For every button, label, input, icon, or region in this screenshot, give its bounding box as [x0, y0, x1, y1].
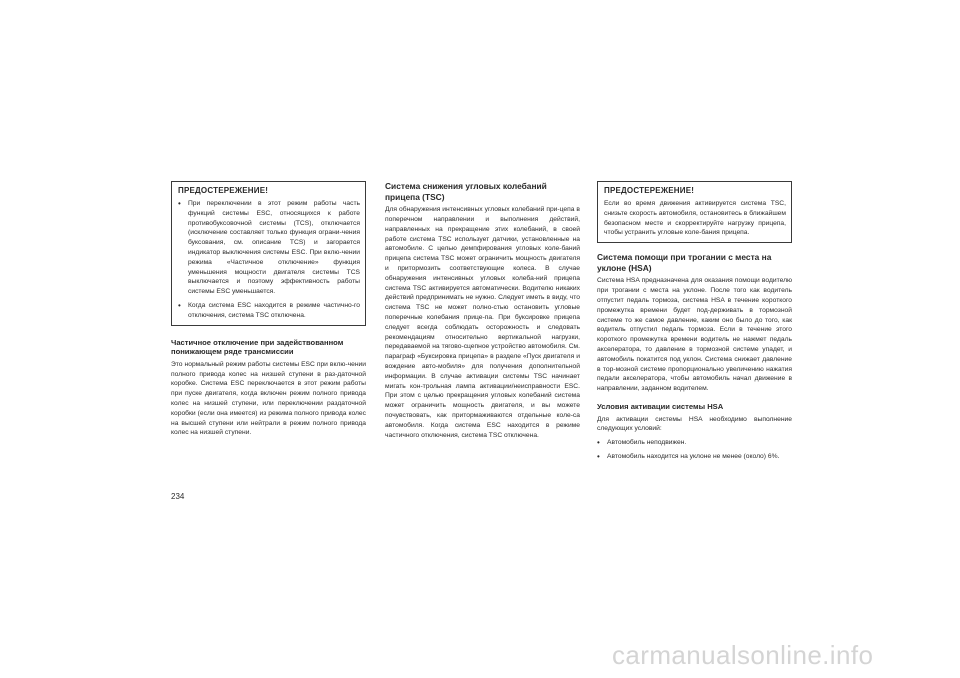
- warning-item-text: При переключении в этот режим работы часть функций системы ESC, относящихся к работе противобуксовочной системы (TCS), отключается (исключение составляет только функция ограни-чения буксования, см. описание TCS) и загорается индикатор выключения системы ESC. При вклю-чении режима «Частичное отключение» функция уменьшения мощности двигателя системы TCS выключается и поэтому эффективность работы системы ESC уменьшается.: [188, 200, 360, 296]
- condition-text: Автомобиль находится на уклоне не менее (около) 6%.: [607, 452, 780, 460]
- conditions-list-item: [597, 438, 792, 448]
- section-heading: Частичное отключение при задействованном понижающем ряде трансмиссии: [171, 337, 344, 357]
- warning-list: [178, 199, 360, 321]
- condition-text: Автомобиль неподвижен.: [607, 439, 687, 447]
- section-text: Система HSA предназначена для оказания помощи водителю при трогании с места на уклоне. После того как водитель отпустит педаль тормоза, система HSA в течение короткого промежутка времени будет под-держивать в тормозной системе то же самое давление, каким оно было до того, как водитель отпустил педаль тормоза. Если в течение этого короткого промежутка времени водитель не нажмет педаль акселератора, то давление в тормозной системе упадет, и автомобиль покатится под уклон. Система снижает давление в тор-мозной системе пропорционально увеличению нажатия педали акселератора, чтобы автомобиль начал движение в направлении, заданном водителем.: [597, 277, 792, 393]
- subsection-heading: Условия активации системы HSA: [597, 401, 724, 411]
- bullet-icon: •: [178, 300, 181, 310]
- section-heading: Система снижения угловых колебаний прицепа (TSC): [385, 181, 547, 202]
- bullet-icon: •: [178, 199, 181, 208]
- subsection-text: Для активации системы HSA необходимо выполнение следующих условий:: [597, 415, 792, 433]
- warning-box: [597, 181, 792, 243]
- section-heading: Система помощи при трогании с места на уклоне (HSA): [597, 252, 772, 273]
- warning-title: ПРЕДОСТЕРЕЖЕНИЕ!: [178, 186, 269, 195]
- bullet-icon: •: [597, 451, 600, 461]
- section-text: Это нормальный режим работы системы ESC при вклю-чении полного привода колес на низшей ступени в раз-даточной коробке. Система ESC переключается в этот режим работы при пуске двигателя, когда включен режим полного привода колес на низшей ступени, или переключении раздаточной коробки (если она имеется) из режима полного привода колес на высшей ступени или нейтрали в режим полного привода колес на низшей ступени.: [171, 360, 366, 437]
- warning-title: ПРЕДОСТЕРЕЖЕНИЕ!: [604, 186, 695, 195]
- warning-list-item: [178, 301, 360, 321]
- page-number: 234: [171, 492, 185, 501]
- section-text: Для обнаружения интенсивных угловых колебаний при-цепа в поперечном направлении и выполнения действий, направленных на прекращение этих колебаний, в своей работе система TSC использует датчики, установленные на автомобиле. С целью демпфирования угловых коле-баний прицепа система TSC может ограничить мощность двигателя и притормозить соответствующие колеса. В случае обнаружения интенсивных угловых колеба-ний прицепа система TSC активируется автоматически. Водителю никаких действий предпринимать не нужно. Следует иметь в виду, что система TSC не может полно-стью остановить угловые поперечные колебания прице-па. При буксировке прицепа следует всегда соблюдать осторожность и следовать рекомендациям относительно вертикальной нагрузки, передаваемой на тягово-сцепное устройство автомобиля. См. параграф «Буксировка прицепа» в разделе «Пуск двигателя и вождение авто-мобиля» для получения дополнительной информации. В случае активации системы TSC начинает мигать кон-трольная лампа активации/неисправности ESC. При этом с целью прекращения угловых колебаний система может ограничить мощность двигателя, и вы можете почувствовать, как притормаживаются отдельные коле-са автомобиля. Когда система ESC находится в режиме частичного отключения, система TSC отключена.: [385, 206, 580, 439]
- conditions-list-item: [597, 452, 792, 462]
- warning-list-item: [178, 199, 360, 297]
- warning-box: [171, 181, 366, 326]
- right-column: [597, 181, 792, 462]
- warning-item-text: Когда система ESC находится в режиме частично-го отключения, система TSC отключена.: [188, 301, 360, 319]
- conditions-list: [597, 438, 792, 462]
- bullet-icon: •: [597, 438, 600, 448]
- watermark: carmanualsonline.info: [612, 640, 874, 670]
- warning-text: Если во время движения активируется система TSC, снизьте скорость автомобиля, остановитесь в ближайшем безопасном месте и скорректируйте нагрузку прицепа, чтобы устранить угловые коле-бания прицепа.: [604, 200, 786, 237]
- middle-column: [385, 181, 580, 440]
- left-column: [171, 181, 366, 438]
